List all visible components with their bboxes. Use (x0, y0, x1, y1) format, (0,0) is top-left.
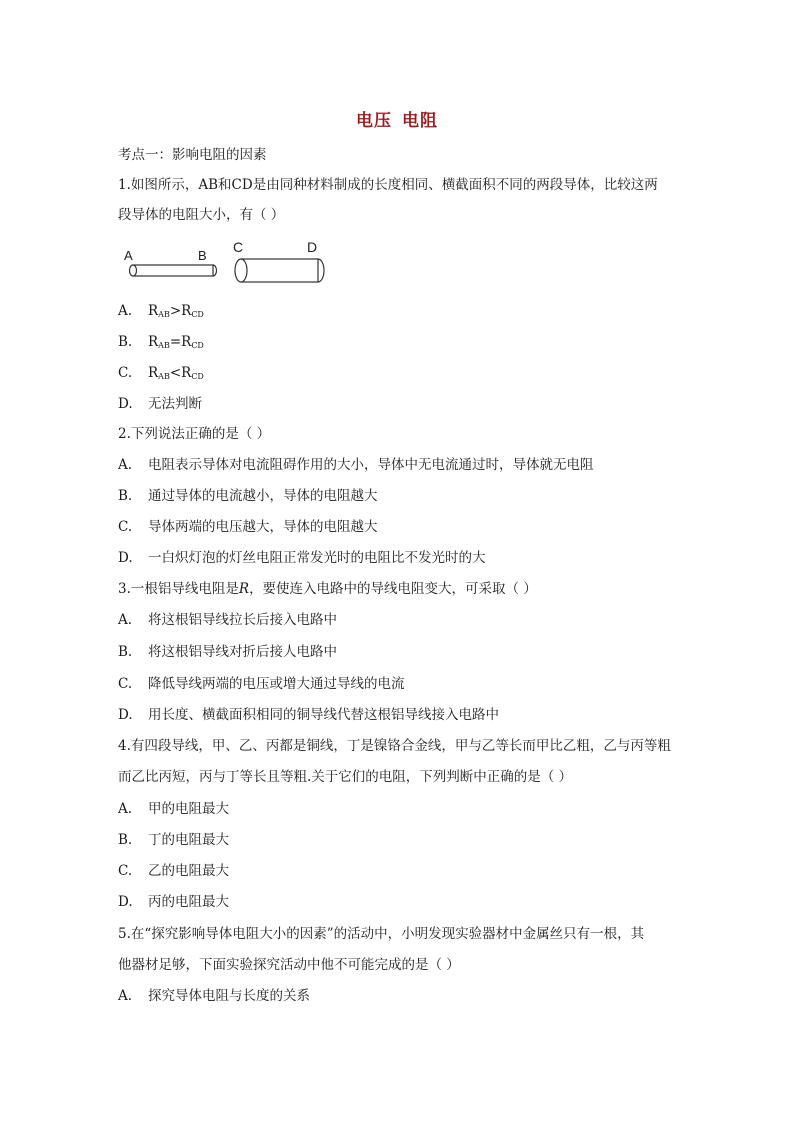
q4-option-a[interactable]: A. 甲的电阻最大 (118, 801, 229, 817)
q3-option-b[interactable]: B. 将这根铝导线对折后接人电路中 (118, 644, 337, 660)
conductor-figure (118, 236, 338, 286)
q4-stem-line-2: 而乙比丙短，丙与丁等长且等粗.关于它们的电阻，下列判断中正确的是（ ） (118, 769, 573, 785)
q4-option-c[interactable]: C. 乙的电阻最大 (118, 863, 229, 879)
q4-option-d[interactable]: D. 丙的电阻最大 (118, 894, 229, 910)
q1-stem-line-2: 段导体的电阻大小，有（ ） (118, 207, 285, 223)
q2-option-c[interactable]: C. 导体两端的电压越大，导体的电阻越大 (118, 519, 378, 535)
thick-conductor-cd (235, 259, 324, 282)
q2-option-d[interactable]: D. 一白炽灯泡的灯丝电阻正常发光时的电阻比不发光时的大 (118, 550, 486, 566)
q3-option-a[interactable]: A. 将这根铝导线拉长后接入电路中 (118, 612, 337, 628)
label-d: D (307, 239, 318, 255)
q5-option-a[interactable]: A. 探究导体电阻与长度的关系 (118, 988, 310, 1004)
q2-stem: 2.下列说法正确的是（ ） (118, 426, 271, 442)
thin-conductor-ab (130, 265, 217, 276)
q3-option-d[interactable]: D. 用长度、横截面积相同的铜导线代替这根铝导线接入电路中 (118, 707, 499, 723)
label-b: B (198, 248, 207, 263)
q3-option-c[interactable]: C. 降低导线两端的电压或增大通过导线的电流 (118, 676, 405, 692)
page-title (0, 106, 794, 131)
q5-stem-line-1: 5.在“探究影响导体电阻大小的因素”的活动中，小明发现实验器材中金属丝只有一根，其 (118, 926, 645, 942)
q4-stem-line-1: 4.有四段导线，甲、乙、丙都是铜线，丁是镍铬合金线，甲与乙等长而甲比乙粗，乙与丙等粗 (118, 738, 671, 754)
q2-option-a[interactable]: A. 电阻表示导体对电流阻碍作用的大小，导体中无电流通过时，导体就无电阻 (118, 457, 594, 473)
q5-stem-line-2: 他器材足够，下面实验探究活动中他不可能完成的是（ ） (118, 957, 460, 973)
q3-stem: 3.一根铝导线电阻是R，要使连入电路中的导线电阻变大，可采取（ ） (118, 581, 537, 597)
q1-stem-line-1: 1.如图所示，AB和CD是由同种材料制成的长度相同、横截面积不同的两段导体，比较这两 (118, 177, 658, 193)
q4-option-b[interactable]: B. 丁的电阻最大 (118, 832, 229, 848)
q1-option-b[interactable]: B. $R_{AB}=R_{CD}$ (118, 334, 204, 350)
label-a: A (124, 248, 133, 263)
title-part-2: 电阻 (402, 111, 438, 131)
q1-option-c[interactable]: C. $R_{AB}<R_{CD}$ (118, 365, 204, 381)
q1-option-d[interactable]: D. 无法判断 (118, 396, 202, 412)
q1-option-a[interactable]: A. $R_{AB}>R_{CD}$ (118, 303, 204, 319)
label-c: C (233, 239, 244, 255)
q2-option-b[interactable]: B. 通过导体的电流越小，导体的电阻越大 (118, 488, 378, 504)
section-heading: 考点一：影响电阻的因素 (118, 147, 267, 163)
title-part-1: 电压 (356, 111, 392, 131)
